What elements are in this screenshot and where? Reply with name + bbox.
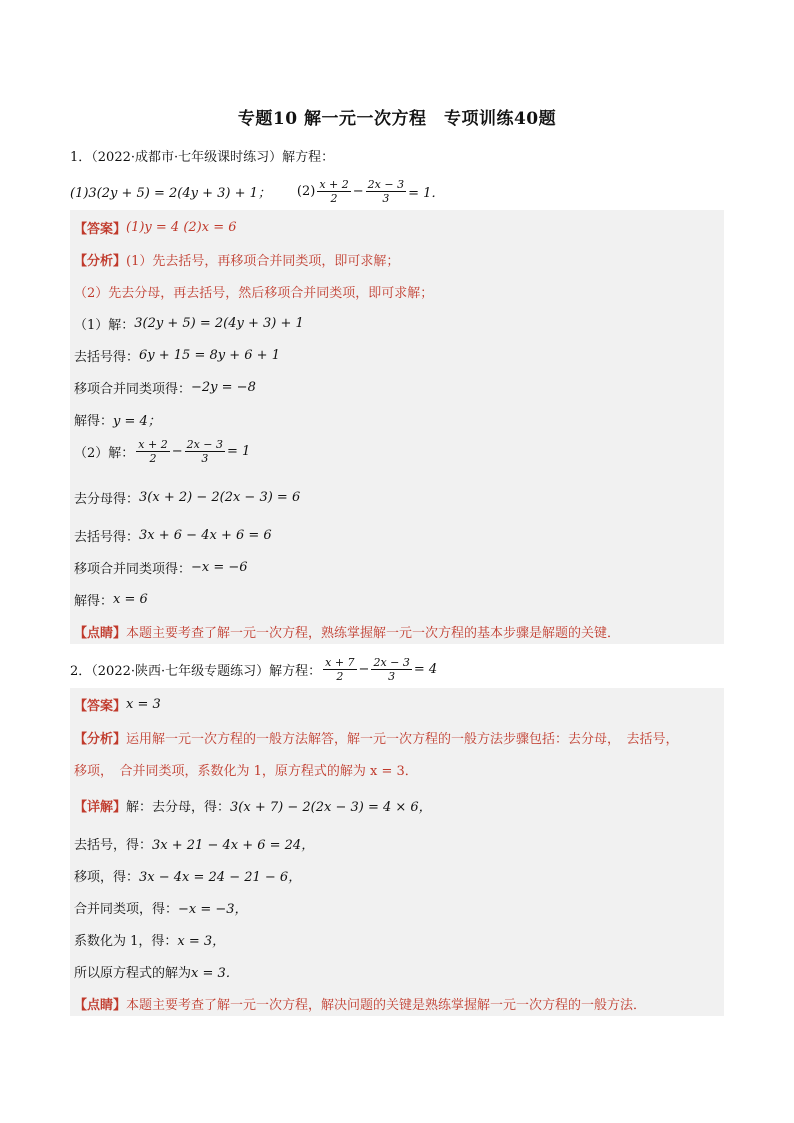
q1-eq2-minus: − — [352, 184, 364, 199]
q2-analysis-2: 移项， 合并同类项，系数化为 1，原方程式的解为 x = 3． — [74, 764, 418, 779]
question-1-stem: 1．（2022·成都市·七年级课时练习）解方程： — [70, 150, 335, 165]
q1-step-6: 去分母得： 3(x + 2) − 2(2x − 3) = 6 — [74, 490, 301, 507]
q1-point: 【点睛】 本题主要考查了解一元一次方程，熟练掌握解一元一次方程的基本步骤是解题的关键． — [74, 626, 621, 641]
q2-point: 【点睛】 本题主要考查了解一元一次方程，解决问题的关键是熟练掌握解一元一次方程的一般方法． — [74, 998, 647, 1013]
q2-answer: 【答案】 x = 3 — [74, 697, 161, 714]
q2-detail-4: 合并同类项，得： −x = −3， — [74, 902, 248, 917]
q1-step-7: 去括号得： 3x + 6 − 4x + 6 = 6 — [74, 528, 272, 545]
page-title: 专题10 解一元一次方程 专项训练40题 — [237, 109, 557, 129]
question-1-equations — [70, 178, 444, 205]
q1-step-2: 去括号得： 6y + 15 = 8y + 6 + 1 — [74, 348, 280, 365]
q1-analysis-1: 【分析】 (1）先去括号，再移项合并同类项，即可求解； — [74, 254, 400, 269]
q1-eq2-rhs: = 1． — [408, 186, 445, 201]
q1-analysis-2: （2）先去分母，再去括号，然后移项合并同类项，即可求解； — [74, 286, 434, 301]
q1-equation-2-label: (2) — [296, 184, 316, 199]
q1-eq2-fraction-2: $\frac{2x - 3}{3}$ — [367, 178, 405, 205]
q2-detail-1: 【详解】 解：去分母，得： 3(x + 7) − 2(2x − 3) = 4 × 6， — [74, 800, 432, 815]
q1-eq2-fraction-1: $\frac{x + 2}{2}$ — [319, 178, 349, 205]
q2-detail-2: 去括号，得： 3x + 21 − 4x + 6 = 24， — [74, 838, 315, 853]
q1-solution-panel — [70, 210, 724, 644]
q1-step-1: （1）解： 3(2y + 5) = 2(4y + 3) + 1 — [74, 316, 304, 333]
q1-step-3: 移项合并同类项得： −2y = −8 — [74, 380, 256, 397]
q1-step-8: 移项合并同类项得： −x = −6 — [74, 560, 248, 577]
question-2-stem: 2．（2022·陕西·七年级专题练习）解方程： $\frac{x + 7}{2}$ − $\frac{2x - 3}{3}$ = 4 — [70, 656, 438, 683]
q1-step-9: 解得： x = 6 — [74, 592, 148, 609]
q1-step-4: 解得： y = 4； — [74, 414, 161, 429]
q2-detail-5: 系数化为 1，得： x = 3， — [74, 934, 226, 949]
q2-detail-6: 所以原方程式的解为 x = 3． — [74, 966, 239, 981]
q2-detail-3: 移项，得： 3x − 4x = 24 − 21 − 6， — [74, 870, 302, 885]
q2-analysis-1: 【分析】 运用解一元一次方程的一般方法解答，解一元一次方程的一般方法步骤包括：去分母， 去括号， — [74, 732, 679, 747]
q1-equation-1: (1)3(2y + 5) = 2(4y + 3) + 1； — [70, 186, 271, 201]
q1-step-5: （2）解： $\frac{x + 2}{2}$ − $\frac{2x - 3}{3}$ = 1 — [74, 438, 251, 465]
q1-answer: 【答案】 (1)y = 4 (2)x = 6 — [74, 220, 237, 237]
